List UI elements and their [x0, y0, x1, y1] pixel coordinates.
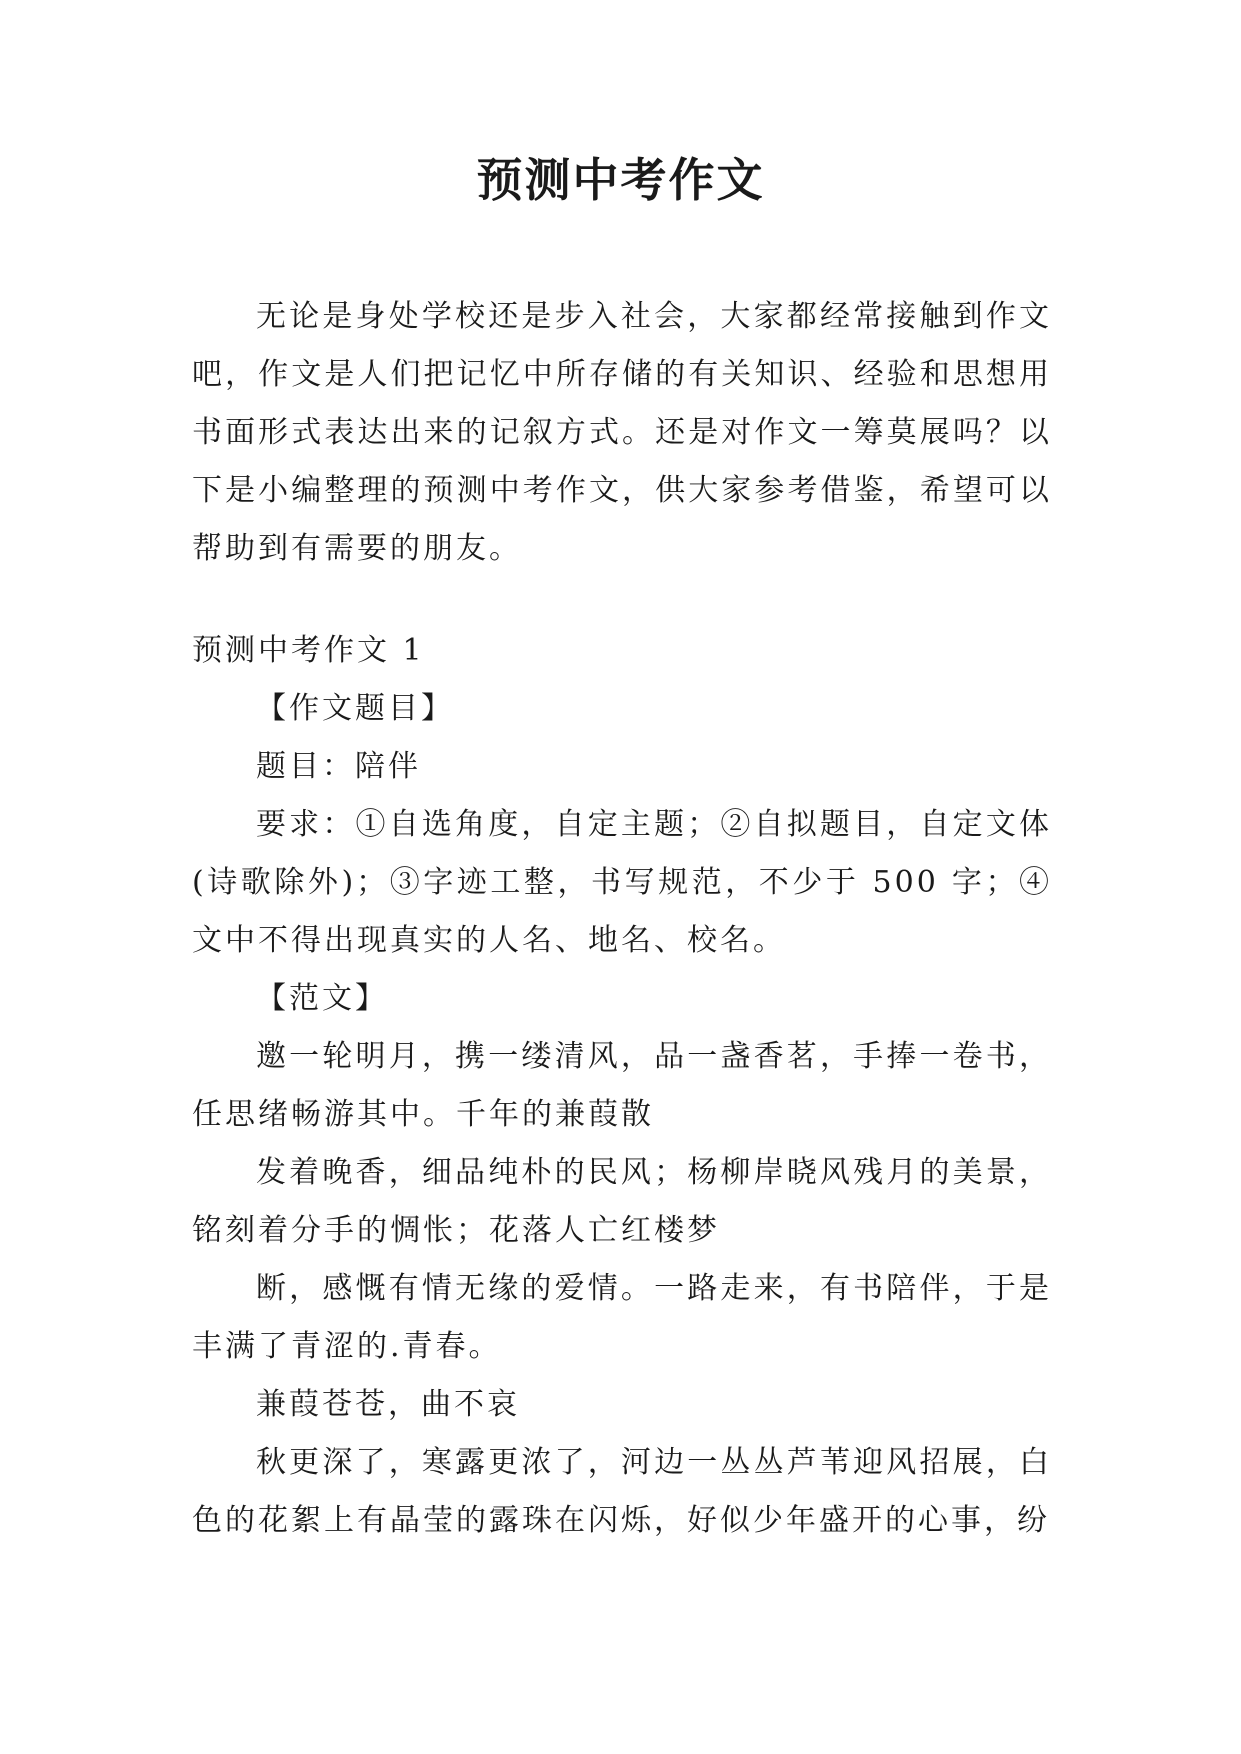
intro-paragraph: 无论是身处学校还是步入社会，大家都经常接触到作文吧，作文是人们把记忆中所存储的有关知识、经验和思想用书面形式表达出来的记叙方式。还是对作文一筹莫展吗？以下是小编整理的预测中考作文，供大家参考借鉴，希望可以帮助到有需要的朋友。 — [192, 299, 1052, 566]
requirements-paragraph: 要求：①自选角度，自定主题；②自拟题目，自定文体(诗歌除外)；③字迹工整，书写规范，不少于 500 字；④文中不得出现真实的人名、地名、校名。 — [192, 807, 1052, 958]
sample-paragraph-1: 邀一轮明月，携一缕清风，品一盏香茗，手捧一卷书，任思绪畅游其中。千年的兼葭散 — [192, 1039, 1052, 1132]
section-title: 预测中考作文 1 — [192, 633, 425, 668]
sample-paragraph-2: 发着晚香，细品纯朴的民风；杨柳岸晓风残月的美景，铭刻着分手的惆怅；花落人亡红楼梦 — [192, 1155, 1052, 1248]
sample-paragraph-4: 兼葭苍苍，曲不哀 — [256, 1387, 520, 1422]
sample-paragraph-3: 断，感慨有情无缘的爱情。一路走来，有书陪伴，于是丰满了青涩的.青春。 — [192, 1271, 1052, 1364]
sample-paragraph-5: 秋更深了，寒露更浓了，河边一丛丛芦苇迎风招展，白色的花絮上有晶莹的露珠在闪烁，好似少年盛开的心事，纷 — [192, 1445, 1052, 1538]
document-title: 预测中考作文 — [476, 153, 765, 207]
sample-header: 【范文】 — [256, 981, 388, 1016]
topic-header: 【作文题目】 — [256, 691, 454, 726]
document-body — [192, 288, 1052, 1550]
topic-line: 题目：陪伴 — [256, 749, 421, 784]
